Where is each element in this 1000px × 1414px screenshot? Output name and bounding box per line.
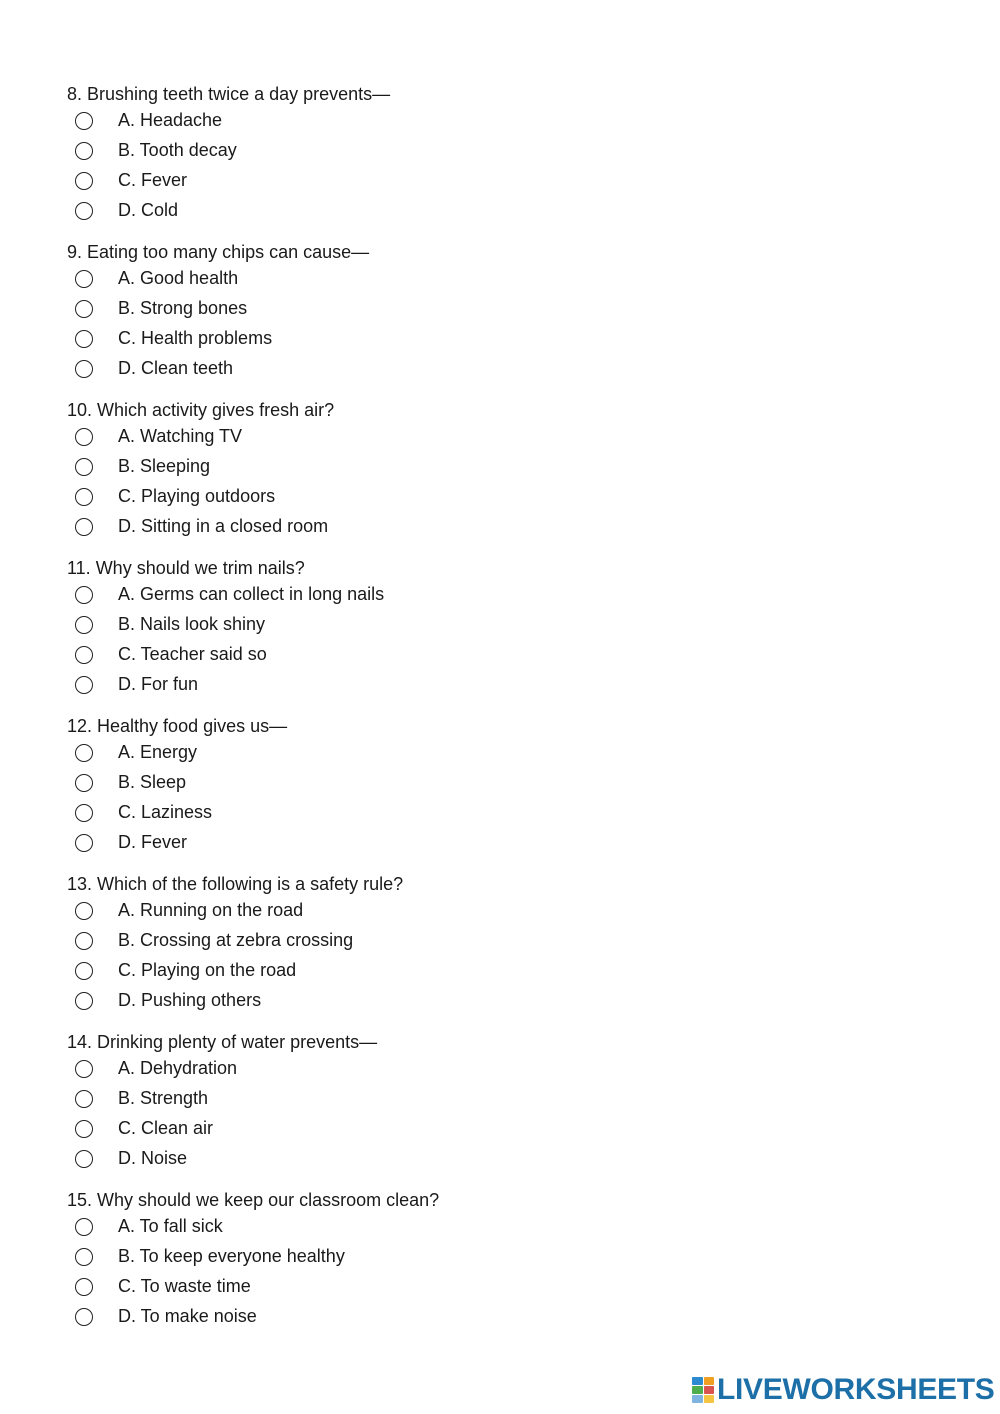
question-text: 15. Why should we keep our classroom clean? xyxy=(67,1190,440,1210)
option-8-d[interactable] xyxy=(67,200,767,234)
logo-block xyxy=(704,1377,715,1385)
option-9-d[interactable] xyxy=(67,358,767,392)
question-text: 9. Eating too many chips can cause— xyxy=(67,242,370,262)
logo-block xyxy=(692,1386,703,1394)
option-label: A. Good health xyxy=(118,268,239,288)
option-label: A. To fall sick xyxy=(118,1216,223,1236)
radio-button[interactable] xyxy=(75,834,93,852)
question-text: 8. Brushing teeth twice a day prevents— xyxy=(67,84,391,104)
option-label: C. Playing on the road xyxy=(118,960,297,980)
option-label: B. Sleeping xyxy=(118,456,211,476)
option-label: C. Laziness xyxy=(118,802,213,822)
question-10 xyxy=(67,400,947,536)
radio-button[interactable] xyxy=(75,270,93,288)
radio-button[interactable] xyxy=(75,518,93,536)
option-label: A. Watching TV xyxy=(118,426,243,446)
radio-button[interactable] xyxy=(75,1090,93,1108)
radio-button[interactable] xyxy=(75,646,93,664)
radio-button[interactable] xyxy=(75,676,93,694)
radio-button[interactable] xyxy=(75,1248,93,1266)
liveworksheets-logo-icon xyxy=(692,1377,714,1403)
option-11-d[interactable] xyxy=(67,674,767,708)
option-label: D. Cold xyxy=(118,200,179,220)
radio-button[interactable] xyxy=(75,1218,93,1236)
radio-button[interactable] xyxy=(75,1120,93,1138)
option-label: C. Clean air xyxy=(118,1118,214,1138)
radio-button[interactable] xyxy=(75,172,93,190)
radio-button[interactable] xyxy=(75,1060,93,1078)
option-label: B. Strong bones xyxy=(118,298,248,318)
question-text: 13. Which of the following is a safety rule? xyxy=(67,874,404,894)
option-label: C. Teacher said so xyxy=(118,644,267,664)
option-label: D. Fever xyxy=(118,832,188,852)
question-13 xyxy=(67,874,947,1010)
radio-button[interactable] xyxy=(75,962,93,980)
radio-button[interactable] xyxy=(75,488,93,506)
option-10-d[interactable] xyxy=(67,516,767,550)
radio-button[interactable] xyxy=(75,300,93,318)
option-14-d[interactable] xyxy=(67,1148,767,1182)
question-9 xyxy=(67,242,947,378)
option-label: C. Playing outdoors xyxy=(118,486,276,506)
radio-button[interactable] xyxy=(75,1308,93,1326)
radio-button[interactable] xyxy=(75,142,93,160)
option-13-d[interactable] xyxy=(67,990,767,1024)
radio-button[interactable] xyxy=(75,330,93,348)
radio-button[interactable] xyxy=(75,992,93,1010)
question-11 xyxy=(67,558,947,694)
question-15 xyxy=(67,1190,947,1326)
option-label: D. Pushing others xyxy=(118,990,262,1010)
option-label: A. Dehydration xyxy=(118,1058,238,1078)
radio-button[interactable] xyxy=(75,804,93,822)
question-12 xyxy=(67,716,947,852)
radio-button[interactable] xyxy=(75,932,93,950)
option-15-d[interactable] xyxy=(67,1306,767,1340)
radio-button[interactable] xyxy=(75,774,93,792)
option-label: A. Headache xyxy=(118,110,223,130)
logo-block xyxy=(704,1395,715,1403)
option-label: A. Running on the road xyxy=(118,900,304,920)
question-text: 10. Which activity gives fresh air? xyxy=(67,400,335,420)
radio-button[interactable] xyxy=(75,744,93,762)
option-label: B. Sleep xyxy=(118,772,187,792)
radio-button[interactable] xyxy=(75,902,93,920)
option-label: A. Germs can collect in long nails xyxy=(118,584,385,604)
option-label: B. Strength xyxy=(118,1088,209,1108)
option-label: C. Health problems xyxy=(118,328,273,348)
option-label: C. To waste time xyxy=(118,1276,251,1296)
option-label: D. Clean teeth xyxy=(118,358,234,378)
radio-button[interactable] xyxy=(75,360,93,378)
logo-block xyxy=(692,1395,703,1403)
option-label: B. Nails look shiny xyxy=(118,614,266,634)
option-label: C. Fever xyxy=(118,170,188,190)
question-14 xyxy=(67,1032,947,1168)
option-label: D. Sitting in a closed room xyxy=(118,516,329,536)
question-text: 14. Drinking plenty of water prevents— xyxy=(67,1032,378,1052)
radio-button[interactable] xyxy=(75,1278,93,1296)
question-text: 12. Healthy food gives us— xyxy=(67,716,288,736)
option-label: D. For fun xyxy=(118,674,199,694)
question-text: 11. Why should we trim nails? xyxy=(67,558,305,578)
radio-button[interactable] xyxy=(75,458,93,476)
option-label: D. To make noise xyxy=(118,1306,257,1326)
radio-button[interactable] xyxy=(75,586,93,604)
logo-block xyxy=(692,1377,703,1385)
radio-button[interactable] xyxy=(75,428,93,446)
logo-text: LIVEWORKSHEETS xyxy=(717,1373,995,1406)
option-label: B. To keep everyone healthy xyxy=(118,1246,345,1266)
radio-button[interactable] xyxy=(75,616,93,634)
radio-button[interactable] xyxy=(75,202,93,220)
radio-button[interactable] xyxy=(75,1150,93,1168)
liveworksheets-logo[interactable] xyxy=(692,1372,995,1408)
option-label: B. Crossing at zebra crossing xyxy=(118,930,354,950)
option-label: B. Tooth decay xyxy=(118,140,237,160)
question-8 xyxy=(67,84,947,220)
option-12-d[interactable] xyxy=(67,832,767,866)
logo-block xyxy=(704,1386,715,1394)
option-label: D. Noise xyxy=(118,1148,188,1168)
radio-button[interactable] xyxy=(75,112,93,130)
option-label: A. Energy xyxy=(118,742,198,762)
